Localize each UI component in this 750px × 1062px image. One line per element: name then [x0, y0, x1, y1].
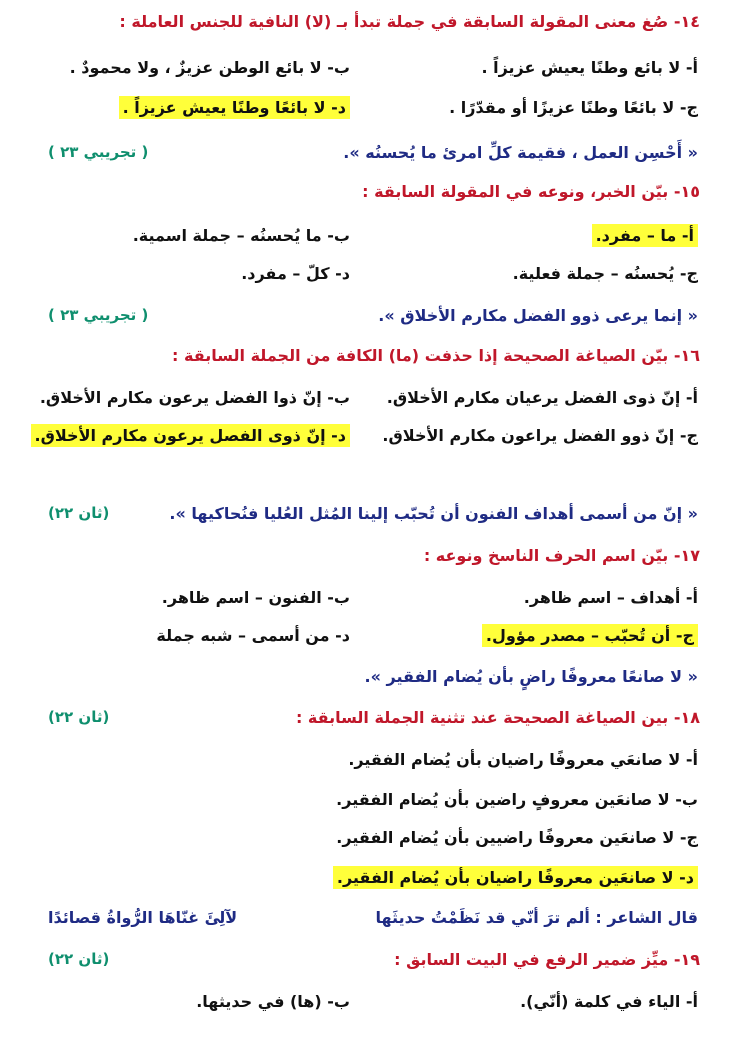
- option-c-correct[interactable]: ج- أن تُحبّب – مصدر مؤول.: [482, 624, 698, 647]
- quote-text: « أَحْسِن العمل ، فقيمة كلِّ امرئ ما يُحسنُه ».: [343, 142, 698, 162]
- option-b[interactable]: ب- (ها) في حديثها.: [196, 991, 350, 1011]
- quote-text: « إنما يرعى ذوو الفضل مكارم الأخلاق ».: [378, 305, 698, 325]
- option-d[interactable]: د- كلّ – مفرد.: [241, 263, 350, 283]
- question-16-options-row-1: [0, 382, 750, 412]
- option-d-correct[interactable]: [0, 862, 750, 892]
- option-b[interactable]: ب- لا بائع الوطن عزيزٌ ، ولا محمودٌ .: [69, 57, 350, 77]
- option-text: ب- لا صانعَين معروفٍ راضين بأن يُضام الفقير.: [336, 789, 698, 809]
- question-15-options-row-1: [0, 220, 750, 250]
- quote-15: [0, 137, 750, 167]
- option-b[interactable]: ب- الفنون – اسم ظاهر.: [161, 587, 350, 607]
- option-text: أ- لا صانعَي معروفًا راضيان بأن يُضام الفقير.: [348, 749, 698, 769]
- option-c[interactable]: [0, 822, 750, 852]
- option-a-correct[interactable]: أ- ما – مفرد.: [592, 224, 698, 247]
- option-d-correct[interactable]: د- لا بائعًا وطنًا يعيش عزيزاً .: [119, 96, 350, 119]
- question-text: ١٨- بين الصياغة الصحيحة عند تثنية الجملة السابقة :: [295, 707, 700, 727]
- question-14-options-row-1: [0, 52, 750, 82]
- quote-17: [0, 498, 750, 528]
- option-a[interactable]: [0, 744, 750, 774]
- question-19-prompt: [0, 944, 750, 974]
- option-d[interactable]: د- من أسمى – شبه جملة: [156, 625, 350, 645]
- question-15-prompt: ١٥- بيّن الخبر، ونوعه في المقولة السابقة :: [362, 181, 700, 201]
- question-16-options-row-2: [0, 420, 750, 450]
- option-a[interactable]: أ- أهداف – اسم ظاهر.: [523, 587, 698, 607]
- question-19-options-row-1: [0, 986, 750, 1016]
- quote-source: ( تجريبي ٢٣ ): [48, 143, 149, 161]
- question-17-options-row-1: [0, 582, 750, 612]
- option-text: د- لا صانعَين معروفًا راضيان بأن يُضام الفقير.: [333, 866, 698, 889]
- option-a[interactable]: أ- الياء في كلمة (أنّي).: [520, 991, 698, 1011]
- question-15-options-row-2: [0, 258, 750, 288]
- option-a[interactable]: أ- لا بائع وطنًا يعيش عزيزاً .: [481, 57, 698, 77]
- quote-text: « إنّ من أسمى أهداف الفنون أن تُحبّب إلينا المُثل العُليا فنُحاكيها ».: [169, 503, 698, 523]
- option-text: ج- لا صانعَين معروفًا راضيين بأن يُضام الفقير.: [336, 827, 698, 847]
- quote-18: [0, 661, 750, 691]
- option-c[interactable]: ج- إنّ ذوو الفضل يراعون مكارم الأخلاق.: [382, 425, 698, 445]
- quote-16: [0, 300, 750, 330]
- option-b[interactable]: ب- ما يُحسنُه – جملة اسمية.: [132, 225, 350, 245]
- option-a[interactable]: أ- إنّ ذوى الفضل يرعيان مكارم الأخلاق.: [386, 387, 698, 407]
- question-source: (ثان ٢٢): [48, 950, 110, 968]
- quote-text: « لا صانعًا معروفًا راضٍ بأن يُضام الفقير ».: [364, 666, 698, 686]
- poem-first-hemistich: قال الشاعر : ألم ترَ أنّي قد نَظَمْتُ حديثَها: [375, 907, 698, 927]
- option-c[interactable]: ج- يُحسنُه – جملة فعلية.: [512, 263, 698, 283]
- poem-second-hemistich: لآلِئَ غنّاهَا الرُّواةُ قصائدًا: [48, 907, 238, 927]
- poem-verse: [0, 902, 750, 932]
- quote-source: ( تجريبي ٢٣ ): [48, 306, 149, 324]
- question-14-prompt: ١٤- صُغ معنى المقولة السابقة في جملة تبدأ بـ (لا) النافية للجنس العاملة :: [119, 11, 700, 31]
- option-b[interactable]: ب- إنّ ذوا الفضل يرعون مكارم الأخلاق.: [39, 387, 350, 407]
- question-14-options-row-2: [0, 92, 750, 122]
- question-17-options-row-2: [0, 620, 750, 650]
- option-d-correct[interactable]: د- إنّ ذوى الفصل يرعون مكارم الأخلاق.: [31, 424, 350, 447]
- option-c[interactable]: ج- لا بائعًا وطنًا عزيزًا أو مقدّرًا .: [449, 97, 698, 117]
- quote-source: (ثان ٢٢): [48, 504, 110, 522]
- question-17-prompt: ١٧- بيّن اسم الحرف الناسخ ونوعه :: [423, 545, 700, 565]
- question-source: (ثان ٢٢): [48, 708, 110, 726]
- question-16-prompt: ١٦- بيّن الصياغة الصحيحة إذا حذفت (ما) الكافة من الجملة السابقة :: [172, 345, 700, 365]
- question-text: ١٩- ميِّز ضمير الرفع في البيت السابق :: [394, 949, 700, 969]
- question-18-prompt: [0, 702, 750, 732]
- option-b[interactable]: [0, 784, 750, 814]
